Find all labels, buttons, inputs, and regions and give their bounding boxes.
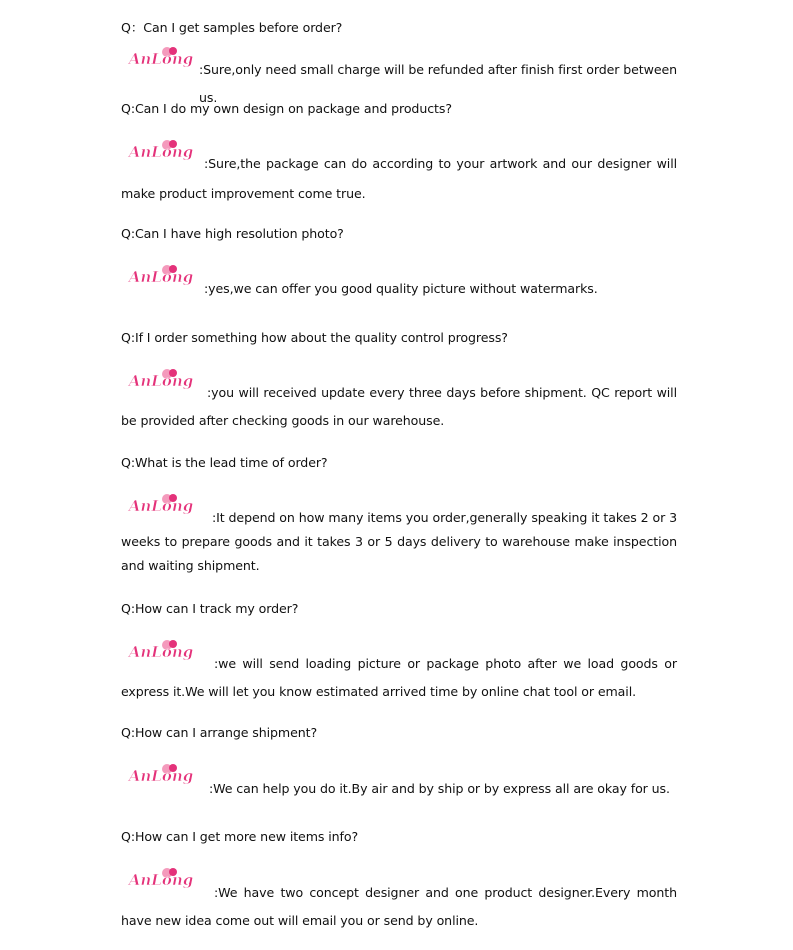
faq-answer: :Sure,only need small charge will be refunded after finish first order between us. [199,62,677,105]
faq-answer: :you will received update every three days before shipment. QC report will be provided after checking goods in our warehouse. [121,385,677,428]
faq-question: Q：Can I get samples before order? [121,20,343,35]
faq-answer: :yes,we can offer you good quality picture without watermarks. [204,281,598,296]
svg-text:AnLong: AnLong [128,50,194,68]
faq-answer: :We can help you do it.By air and by ship or by express all are okay for us. [209,781,670,796]
faq-question: Q:Can I do my own design on package and products? [121,101,452,116]
faq-answer: :It depend on how many items you order,generally speaking it takes 2 or 3 weeks to prepare goods and it takes 3 or 5 days delivery to warehouse make inspection and waiting shipment. [121,510,677,573]
faq-answer: :Sure,the package can do according to your artwork and our designer will make product improvement come true. [121,156,677,201]
svg-text:AnLong: AnLong [128,767,194,785]
svg-text:AnLong: AnLong [128,497,194,515]
faq-question: Q:How can I arrange shipment? [121,725,318,740]
faq-answer: :we will send loading picture or package photo after we load goods or express it.We will let you know estimated arrived time by online chat tool or email. [121,656,677,699]
faq-question: Q:How can I track my order? [121,601,299,616]
svg-text:AnLong: AnLong [128,268,194,286]
faq-question: Q:How can I get more new items info? [121,829,359,844]
faq-question: Q:What is the lead time of order? [121,455,328,470]
faq-answer: :We have two concept designer and one product designer.Every month have new idea come out will email you or send by online. [121,885,677,928]
svg-text:AnLong: AnLong [128,643,194,661]
svg-text:AnLong: AnLong [128,372,194,390]
faq-question: Q:Can I have high resolution photo? [121,226,344,241]
svg-text:AnLong: AnLong [128,871,194,889]
svg-text:AnLong: AnLong [128,143,194,161]
faq-question: Q:If I order something how about the quality control progress? [121,330,508,345]
